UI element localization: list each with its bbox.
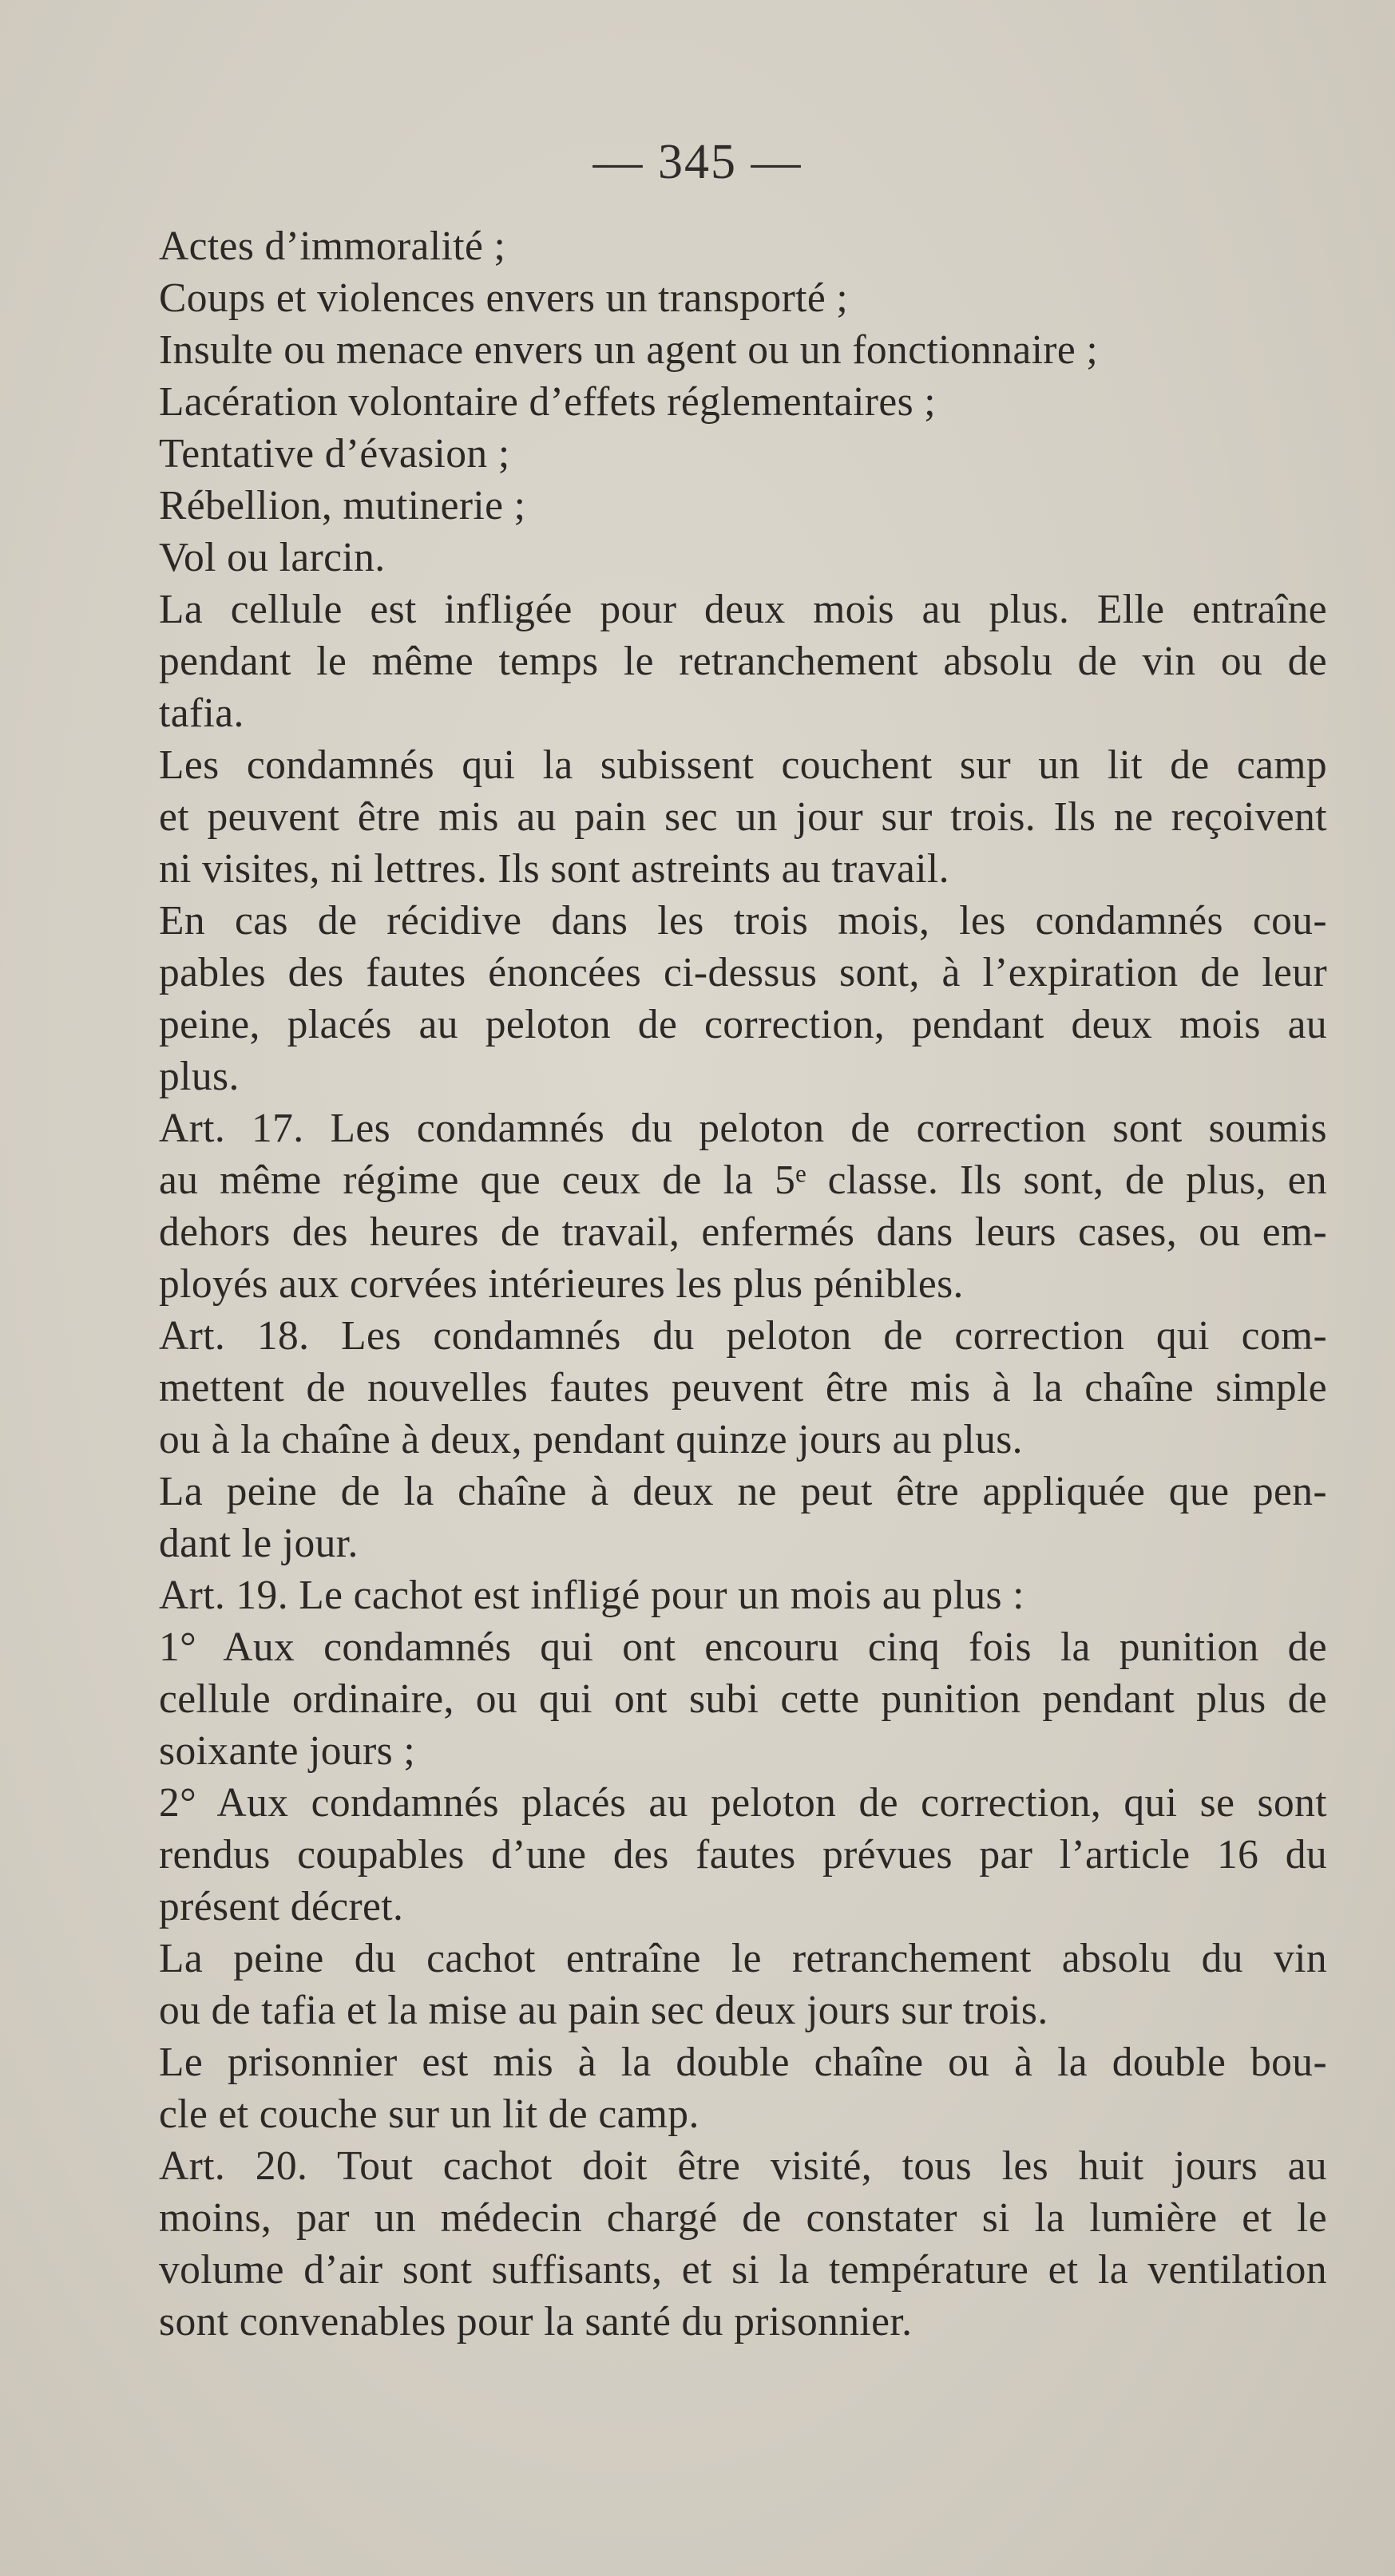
text-line: Rébellion, mutinerie ; xyxy=(159,483,526,528)
text-line: moins, par un médecin chargé de constater si la lumière et le xyxy=(159,2195,1327,2241)
text-line: cle et couche sur un lit de camp. xyxy=(159,2091,699,2137)
text-line: sont convenables pour la santé du prisonnier. xyxy=(159,2299,913,2345)
text-line: Coups et violences envers un transporté ; xyxy=(159,275,849,321)
text-line: peine, placés au peloton de correction, pendant deux mois au xyxy=(159,1002,1327,1047)
text-line: La peine de la chaîne à deux ne peut être appliquée que pen- xyxy=(159,1469,1327,1514)
text-line: dehors des heures de travail, enfermés dans leurs cases, ou em- xyxy=(159,1209,1327,1255)
text-line: pables des fautes énoncées ci-dessus sont, à l’expiration de leur xyxy=(159,950,1327,995)
text-line: Tentative d’évasion ; xyxy=(159,431,510,477)
text-line: En cas de récidive dans les trois mois, les condamnés cou- xyxy=(159,898,1327,944)
text-line: plus. xyxy=(159,1054,240,1099)
text-line: Art. 18. Les condamnés du peloton de correction qui com- xyxy=(159,1313,1327,1359)
text-line: pendant le même temps le retranchement absolu de vin ou de xyxy=(159,639,1327,684)
text-line: mettent de nouvelles fautes peuvent être mis à la chaîne simple xyxy=(159,1365,1327,1411)
text-line: 1° Aux condamnés qui ont encouru cinq fois la punition de xyxy=(159,1624,1327,1670)
page-number: — 345 — xyxy=(592,135,803,189)
text-line: volume d’air sont suffisants, et si la température et la ventilation xyxy=(159,2247,1327,2293)
text-line: Les condamnés qui la subissent couchent sur un lit de camp xyxy=(159,742,1327,788)
text-line: tafia. xyxy=(159,690,244,736)
text-line: cellule ordinaire, ou qui ont subi cette punition pendant plus de xyxy=(159,1676,1327,1722)
text-line: ployés aux corvées intérieures les plus pénibles. xyxy=(159,1261,964,1307)
text-line: ou de tafia et la mise au pain sec deux jours sur trois. xyxy=(159,1988,1048,2033)
text-line: Insulte ou menace envers un agent ou un fonctionnaire ; xyxy=(159,327,1099,373)
text-line: Le prisonnier est mis à la double chaîne ou à la double bou- xyxy=(159,2040,1327,2085)
text-line: Actes d’immoralité ; xyxy=(159,224,506,269)
text-line: Art. 20. Tout cachot doit être visité, tous les huit jours au xyxy=(159,2143,1327,2189)
text-line: ni visites, ni lettres. Ils sont astreints au travail. xyxy=(159,846,949,892)
text-line: Vol ou larcin. xyxy=(159,535,386,580)
text-line: Lacération volontaire d’effets réglementaires ; xyxy=(159,379,937,425)
text-line: Art. 17. Les condamnés du peloton de correction sont soumis xyxy=(159,1106,1327,1151)
text-line: soixante jours ; xyxy=(159,1728,416,1774)
text-line: 2° Aux condamnés placés au peloton de correction, qui se sont xyxy=(159,1780,1327,1826)
body-text xyxy=(159,220,1327,2348)
text-line: rendus coupables d’une des fautes prévues par l’article 16 du xyxy=(159,1832,1327,1878)
text-line: au même régime que ceux de la 5ᵉ classe. Ils sont, de plus, en xyxy=(159,1157,1327,1203)
text-line: dant le jour. xyxy=(159,1521,359,1566)
text-line: La peine du cachot entraîne le retranchement absolu du vin xyxy=(159,1936,1327,1981)
text-line: présent décret. xyxy=(159,1884,404,1929)
text-line: Art. 19. Le cachot est infligé pour un mois au plus : xyxy=(159,1573,1024,1618)
text-line: ou à la chaîne à deux, pendant quinze jours au plus. xyxy=(159,1417,1023,1462)
text-line: La cellule est infligée pour deux mois au plus. Elle entraîne xyxy=(159,587,1327,632)
text-line: et peuvent être mis au pain sec un jour sur trois. Ils ne reçoivent xyxy=(159,794,1327,840)
